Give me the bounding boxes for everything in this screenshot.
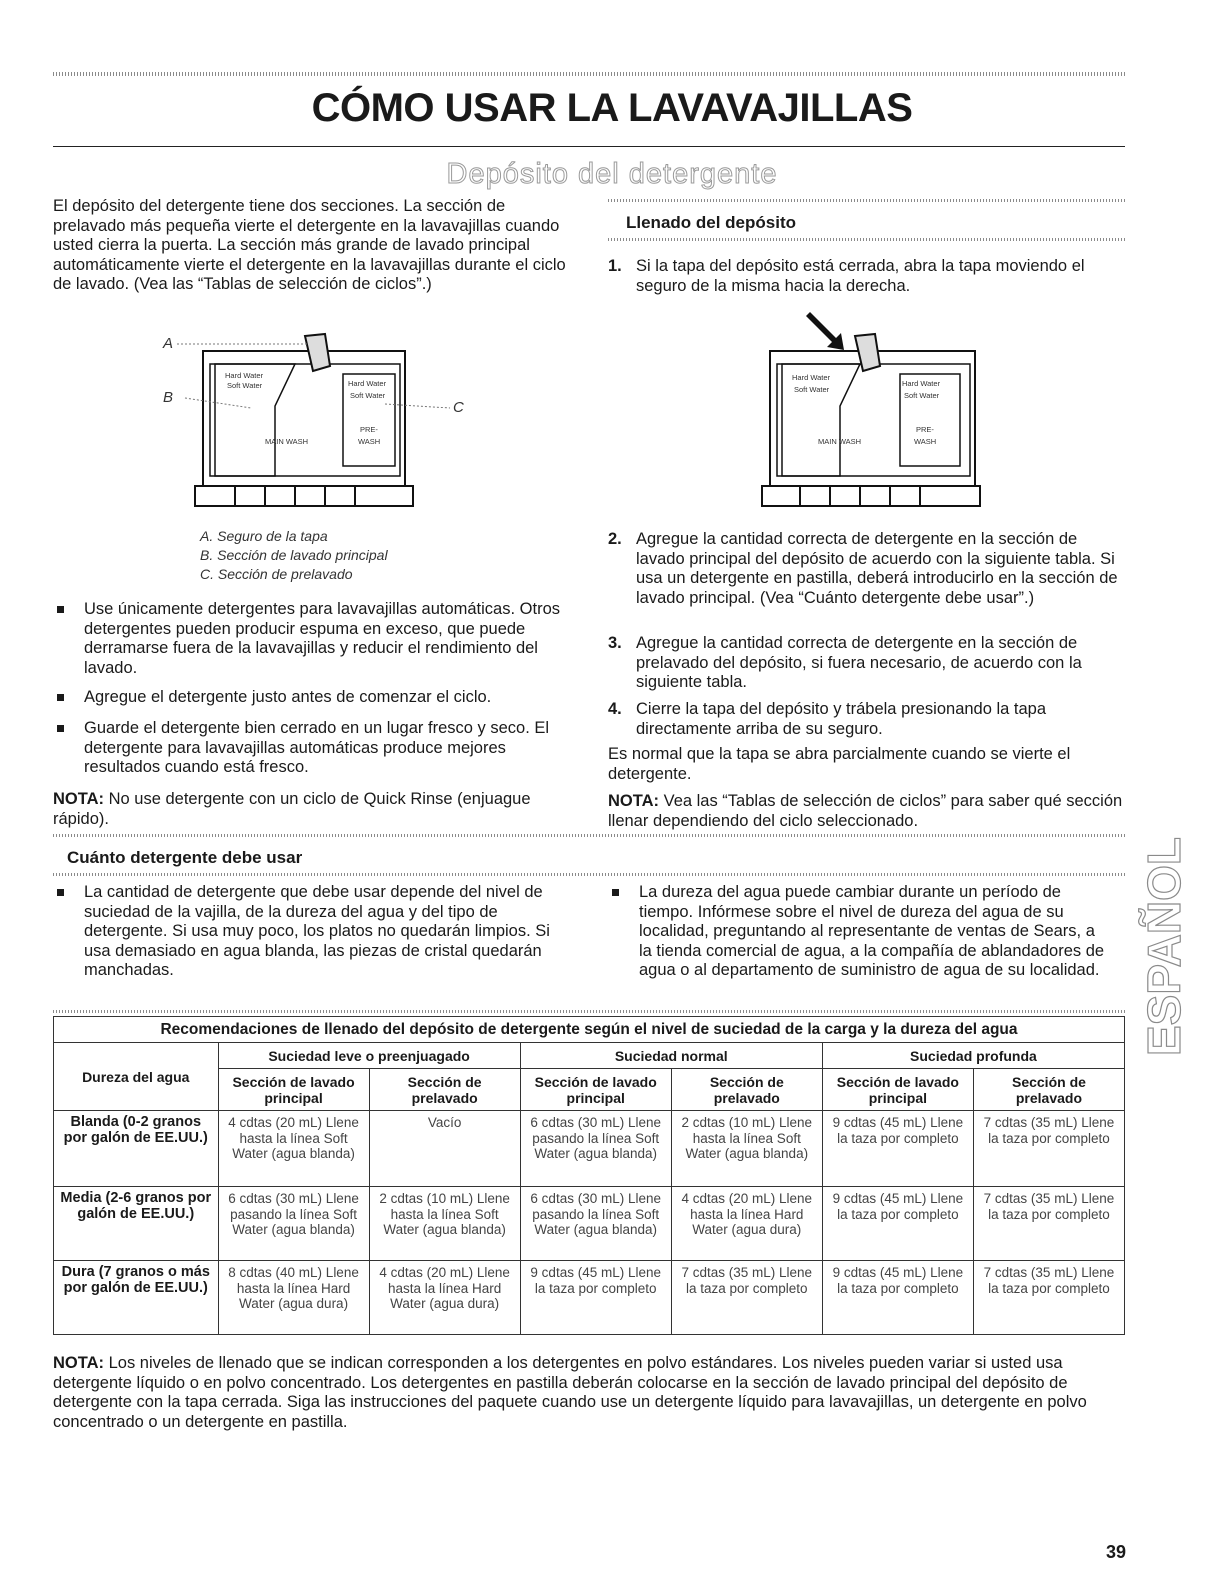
subheader: Sección de lavado principal xyxy=(218,1069,369,1111)
table-cell: 4 cdtas (20 mL) Llene hasta la línea Hard Water (agua dura) xyxy=(369,1261,520,1335)
panel-hard-water-right: Hard Water xyxy=(902,379,941,388)
panel-soft-water-left: Soft Water xyxy=(227,381,263,390)
group-header: Suciedad leve o preenjuagado xyxy=(218,1043,520,1069)
panel-wash: WASH xyxy=(914,437,937,446)
table-row xyxy=(54,1261,1125,1335)
left-note xyxy=(53,790,573,829)
step-number: 2. xyxy=(608,530,622,548)
panel-wash: WASH xyxy=(358,437,381,446)
group-header: Suciedad profunda xyxy=(822,1043,1124,1069)
top-hatch-rule xyxy=(53,72,1125,76)
left-bullet-1 xyxy=(57,600,567,680)
subheader: Sección de lavado principal xyxy=(822,1069,973,1111)
table-corner-header: Dureza del agua xyxy=(54,1043,219,1111)
title-underline xyxy=(53,146,1125,147)
caption-a: A. Seguro de la tapa xyxy=(200,528,328,544)
fill-step-3 xyxy=(608,634,1125,694)
row-header: Dura (7 granos o más por galón de EE.UU.) xyxy=(54,1261,219,1335)
fill-heading-top-rule xyxy=(608,199,1125,202)
footer-note xyxy=(53,1354,1128,1432)
table-cell: 9 cdtas (45 mL) Llene la taza por completo xyxy=(822,1111,973,1187)
subheader: Sección de prelavado xyxy=(369,1069,520,1111)
page-number: 39 xyxy=(1105,1542,1126,1562)
detergent-table xyxy=(53,1042,1125,1335)
dispenser-diagram-left xyxy=(155,326,475,516)
table-cell: 4 cdtas (20 mL) Llene hasta la línea Soft Water (agua blanda) xyxy=(218,1111,369,1187)
fill-step-2 xyxy=(608,530,1125,630)
table-cell: 2 cdtas (10 mL) Llene hasta la línea Soft Water (agua blanda) xyxy=(369,1187,520,1261)
bullet-square xyxy=(612,889,619,896)
amount-heading-bottom-rule xyxy=(53,873,1125,876)
bullet-text: Guarde el detergente bien cerrado en un lugar fresco y seco. El detergente para lavavajillas automáticas produce mejores resultados cuando está fresco. xyxy=(84,719,550,776)
normal-text: Es normal que la tapa se abra parcialmente cuando se vierte el detergente. xyxy=(608,745,1071,783)
diagram-label-a: A xyxy=(163,335,174,352)
note-text: Los niveles de llenado que se indican corresponden a los detergentes en polvo estándares. Los niveles pueden variar si usted usa detergente líquido o en polvo concentrado. Los detergentes en pastilla deberán colocarse en la sección de lavado principal del depósito de detergente con la tapa cerrada. Siga las instrucciones del paquete cuando use un detergente líquido para lavavajillas, un detergente en polvo concentrado o un detergente en pastilla. xyxy=(53,1354,1087,1431)
step-text: Cierre la tapa del depósito y trábela presionando la tapa directamente arriba de su seguro. xyxy=(636,700,1047,738)
bullet-text: Agregue el detergente justo antes de comenzar el ciclo. xyxy=(84,688,492,706)
note-label: NOTA: xyxy=(53,1354,105,1372)
panel-main-wash: MAIN WASH xyxy=(265,437,309,446)
right-note xyxy=(608,792,1125,831)
step-text: Agregue la cantidad correcta de detergente en la sección de prelavado del depósito, si fuera necesario, de acuerdo con la siguiente tabla. xyxy=(636,634,1082,691)
bullet-text: La cantidad de detergente que debe usar depende del nivel de suciedad de la vajilla, de la dureza del agua y del tipo de detergente. Si usa muy poco, los platos no quedarán limpios. Si usa demasiado en agua blanda, las piezas de cristal quedarán manchadas. xyxy=(84,883,550,979)
table-cell: 9 cdtas (45 mL) Llene la taza por completo xyxy=(822,1261,973,1335)
fill-step-4 xyxy=(608,700,1125,740)
amount-heading-top-rule xyxy=(53,834,1125,837)
subheader: Sección de prelavado xyxy=(671,1069,822,1111)
step-text: Agregue la cantidad correcta de detergente en la sección de lavado principal del depósito de acuerdo con la siguiente tabla. Si usa un detergente en pastilla, deberá introducirlo en la sección de lavado principal. (Vea “Cuánto detergente debe usar”.) xyxy=(636,530,1118,607)
left-bullet-3 xyxy=(57,719,567,779)
table-cell: 7 cdtas (35 mL) Llene la taza por completo xyxy=(973,1111,1124,1187)
table-row xyxy=(54,1187,1125,1261)
table-cell: 9 cdtas (45 mL) Llene la taza por completo xyxy=(520,1261,671,1335)
panel-soft-water-left: Soft Water xyxy=(794,385,830,394)
bullet-text: Use únicamente detergentes para lavavajillas automáticas. Otros detergentes pueden producir espuma en exceso, que puede derramarse fuera de la lavavajillas y reducir el rendimiento del lavado. xyxy=(84,600,560,677)
amount-bullet-right xyxy=(612,883,1112,1003)
table-cell: 8 cdtas (40 mL) Llene hasta la línea Hard Water (agua dura) xyxy=(218,1261,369,1335)
caption-b: B. Sección de lavado principal xyxy=(200,547,388,563)
table-cell: 2 cdtas (10 mL) Llene hasta la línea Soft Water (agua blanda) xyxy=(671,1111,822,1187)
page-title: CÓMO USAR LA LAVAVAJILLAS xyxy=(311,86,913,130)
table-title: Recomendaciones de llenado del depósito de detergente según el nivel de suciedad de la carga y la dureza del agua xyxy=(53,1016,1125,1042)
panel-hard-water-left: Hard Water xyxy=(792,373,831,382)
table-cell: 6 cdtas (30 mL) Llene pasando la línea Soft Water (agua blanda) xyxy=(218,1187,369,1261)
step-number: 3. xyxy=(608,634,622,652)
note-label: NOTA: xyxy=(608,792,660,810)
step-number: 4. xyxy=(608,700,622,718)
bullet-square xyxy=(57,694,64,701)
step-number: 1. xyxy=(608,257,622,275)
subheader: Sección de prelavado xyxy=(973,1069,1124,1111)
panel-pre: PRE- xyxy=(916,425,934,434)
intro-paragraph: El depósito del detergente tiene dos secciones. La sección de prelavado más pequeña vierte el detergente en la lavavajillas cuando usted cierra la puerta. La sección más grande de lavado principal automáticamente vierte el detergente en la lavavajillas durante el ciclo de lavado. (Vea las “Tablas de selección de ciclos”.) xyxy=(53,197,566,293)
caption-c: C. Sección de prelavado xyxy=(200,566,353,582)
panel-hard-water-right: Hard Water xyxy=(348,379,387,388)
table-cell: 6 cdtas (30 mL) Llene pasando la línea Soft Water (agua blanda) xyxy=(520,1111,671,1187)
step-text: Si la tapa del depósito está cerrada, abra la tapa moviendo el seguro de la misma hacia la derecha. xyxy=(636,257,1085,295)
table-cell: 7 cdtas (35 mL) Llene la taza por completo xyxy=(973,1187,1124,1261)
group-header: Suciedad normal xyxy=(520,1043,822,1069)
dispenser-diagram-right xyxy=(740,306,990,512)
table-row xyxy=(54,1111,1125,1187)
panel-soft-water-right: Soft Water xyxy=(350,391,386,400)
subheader: Sección de lavado principal xyxy=(520,1069,671,1111)
amount-section-heading: Cuánto detergente debe usar xyxy=(67,848,303,867)
fill-section-heading: Llenado del depósito xyxy=(626,213,797,232)
amount-bullet-left xyxy=(57,883,567,983)
table-cell: 7 cdtas (35 mL) Llene la taza por completo xyxy=(671,1261,822,1335)
diagram-label-b: B xyxy=(163,389,174,406)
fill-heading-bottom-rule xyxy=(608,238,1125,241)
table-cell: 6 cdtas (30 mL) Llene pasando la línea Soft Water (agua blanda) xyxy=(520,1187,671,1261)
panel-hard-water-left: Hard Water xyxy=(225,371,264,380)
left-bullet-2 xyxy=(57,688,567,708)
bullet-square xyxy=(57,606,64,613)
panel-pre: PRE- xyxy=(360,425,378,434)
note-text: Vea las “Tablas de selección de ciclos” para saber qué sección llenar dependiendo del ciclo seleccionado. xyxy=(608,792,1123,830)
row-header: Media (2-6 granos por galón de EE.UU.) xyxy=(54,1187,219,1261)
table-cell: 4 cdtas (20 mL) Llene hasta la línea Hard Water (agua dura) xyxy=(671,1187,822,1261)
table-cell: Vacío xyxy=(369,1111,520,1187)
panel-main-wash: MAIN WASH xyxy=(818,437,862,446)
note-label: NOTA: xyxy=(53,790,105,808)
table-cell: 7 cdtas (35 mL) Llene la taza por completo xyxy=(973,1261,1124,1335)
panel-soft-water-right: Soft Water xyxy=(904,391,940,400)
bullet-square xyxy=(57,889,64,896)
arrow-icon xyxy=(806,312,844,350)
row-header: Blanda (0-2 granos por galón de EE.UU.) xyxy=(54,1111,219,1187)
bullet-square xyxy=(57,725,64,732)
note-text: No use detergente con un ciclo de Quick Rinse (enjuague rápido). xyxy=(53,790,531,828)
figure-captions xyxy=(200,527,500,584)
diagram-label-c: C xyxy=(453,399,464,416)
table-top-rule xyxy=(53,1010,1125,1013)
fill-step-1 xyxy=(608,257,1125,297)
table-cell: 9 cdtas (45 mL) Llene la taza por completo xyxy=(822,1187,973,1261)
language-side-label xyxy=(1136,820,1192,1060)
side-label-text: ESPAÑOL xyxy=(1138,837,1190,1056)
section-subheading: Depósito del detergente xyxy=(446,158,778,190)
bullet-text: La dureza del agua puede cambiar durante un período de tiempo. Infórmese sobre el nivel de dureza del agua de su localidad, preguntando al representante de ventas de Sears, a la tienda comercial de agua, a la compañía de ablandadores de agua o al departamento de suministro de agua de su localidad. xyxy=(639,883,1105,979)
